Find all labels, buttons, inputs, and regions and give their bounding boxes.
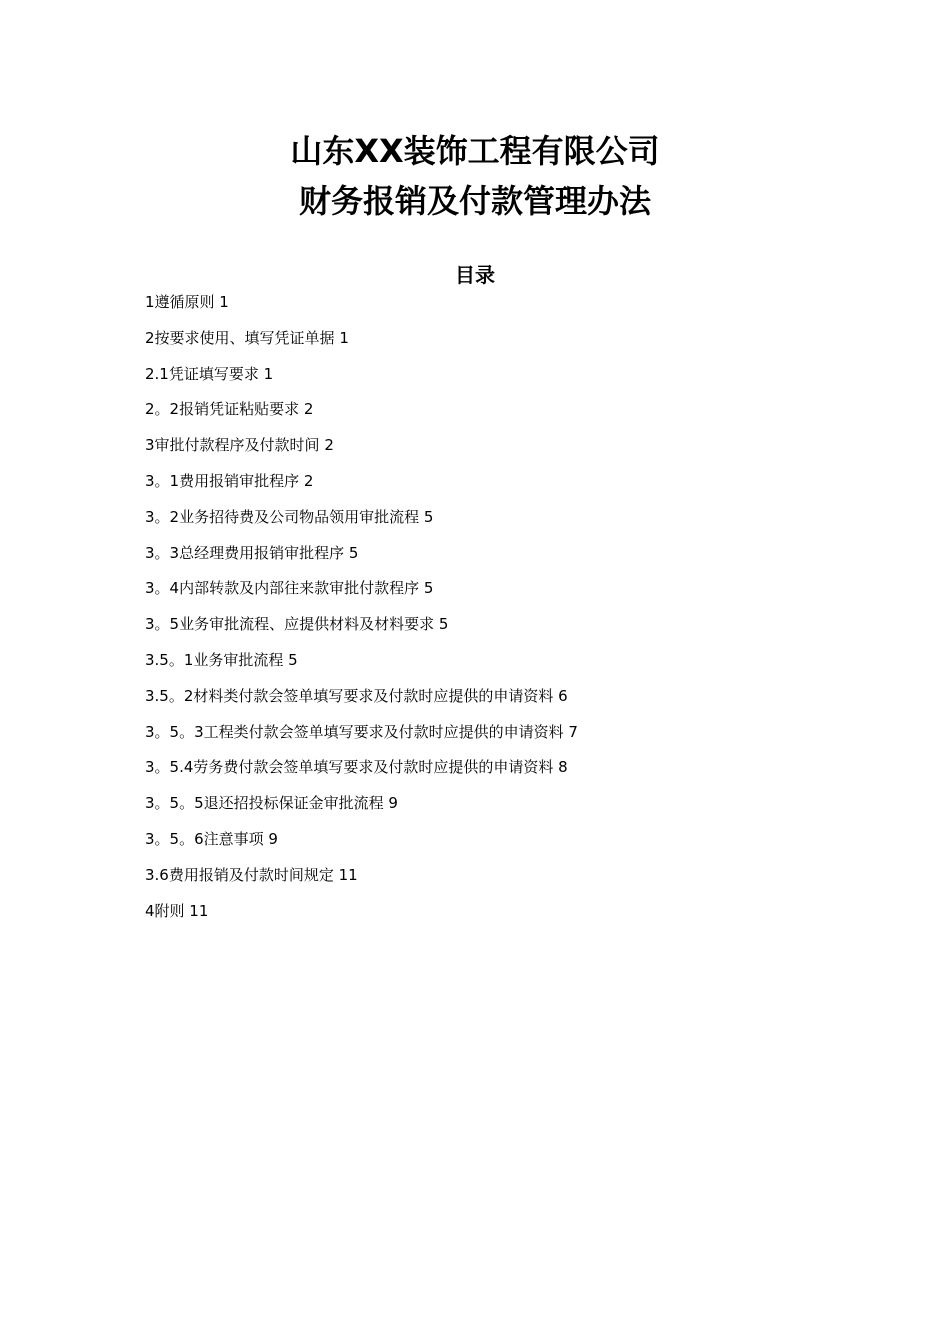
table-of-contents — [145, 290, 845, 934]
toc-entry[interactable] — [145, 612, 845, 648]
toc-entry[interactable] — [145, 290, 845, 326]
toc-entry[interactable] — [145, 755, 845, 791]
toc-entry[interactable] — [145, 899, 845, 935]
toc-entry-text: 1遵循原则 1 — [145, 293, 229, 311]
toc-entry[interactable] — [145, 541, 845, 577]
toc-entry[interactable] — [145, 827, 845, 863]
toc-entry[interactable] — [145, 397, 845, 433]
toc-entry-text: 3。1费用报销审批程序 2 — [145, 471, 314, 490]
title-subject: 财务报销及付款管理办法 — [298, 182, 651, 220]
toc-entry-text: 2。2报销凭证粘贴要求 2 — [145, 400, 314, 419]
toc-entry-text: 2按要求使用、填写凭证单据 1 — [145, 328, 349, 347]
toc-entry-text: 3。4内部转款及内部往来款审批付款程序 5 — [145, 579, 434, 598]
toc-heading: 目录 — [455, 263, 495, 287]
toc-entry-text: 4附则 11 — [145, 901, 209, 920]
toc-entry[interactable] — [145, 505, 845, 541]
toc-entry-text: 3。5。5退还招投标保证金审批流程 9 — [145, 794, 398, 813]
toc-entry[interactable] — [145, 684, 845, 720]
toc-entry-text: 3。2业务招待费及公司物品领用审批流程 5 — [145, 507, 434, 526]
toc-entry[interactable] — [145, 326, 845, 362]
toc-entry[interactable] — [145, 648, 845, 684]
toc-entry-text: 3。5。6注意事项 9 — [145, 829, 278, 848]
toc-entry-text: 3.5。2材料类付款会签单填写要求及付款时应提供的申请资料 6 — [145, 686, 568, 705]
toc-entry[interactable] — [145, 433, 845, 469]
title-company: 山东XX装饰工程有限公司 — [290, 132, 660, 170]
toc-entry-text: 3.6费用报销及付款时间规定 11 — [145, 865, 358, 884]
toc-entry[interactable] — [145, 362, 845, 398]
toc-entry[interactable] — [145, 791, 845, 827]
toc-entry-text: 3。5。3工程类付款会签单填写要求及付款时应提供的申请资料 7 — [145, 722, 578, 741]
document-title — [0, 126, 950, 226]
toc-entry-text: 3。3总经理费用报销审批程序 5 — [145, 543, 359, 562]
toc-entry[interactable] — [145, 720, 845, 756]
toc-entry[interactable] — [145, 863, 845, 899]
toc-entry-text: 3审批付款程序及付款时间 2 — [145, 436, 334, 455]
toc-entry-text: 3。5业务审批流程、应提供材料及材料要求 5 — [145, 615, 449, 634]
toc-entry-text: 3。5.4劳务费付款会签单填写要求及付款时应提供的申请资料 8 — [145, 758, 568, 777]
toc-entry-text: 3.5。1业务审批流程 5 — [145, 650, 298, 669]
toc-entry[interactable] — [145, 576, 845, 612]
toc-entry-text: 2.1凭证填写要求 1 — [145, 364, 274, 383]
toc-entry[interactable] — [145, 469, 845, 505]
